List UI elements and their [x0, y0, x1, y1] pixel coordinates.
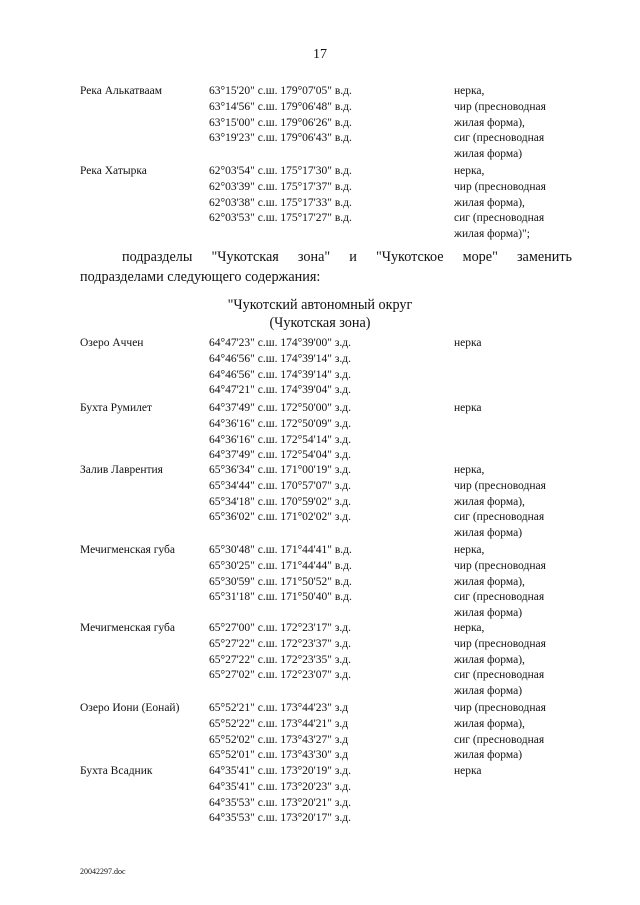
- species-line: чир (пресноводная: [454, 180, 546, 193]
- coordinate-line: 65°52'22" с.ш. 173°44'21" з.д: [209, 717, 349, 730]
- water-body-name: Бухта Всадник: [80, 765, 153, 777]
- species-line: жилая форма),: [454, 495, 525, 508]
- coordinate-line: 64°36'16" с.ш. 172°50'09" з.д.: [209, 417, 351, 430]
- species-line: чир (пресноводная: [454, 100, 546, 113]
- coordinate-line: 64°36'16" с.ш. 172°54'14" з.д.: [209, 433, 351, 446]
- coordinate-line: 64°46'56" с.ш. 174°39'14" з.д.: [209, 368, 351, 381]
- document-filename-footer: 20042297.doc: [80, 867, 126, 876]
- coordinate-line: 65°52'01" с.ш. 173°43'30" з.д: [209, 749, 349, 762]
- coordinates-list: [209, 543, 352, 606]
- coordinates-list: [209, 164, 352, 227]
- species-line: сиг (пресноводная: [454, 212, 545, 225]
- water-body-name: Озеро Иони (Еонай): [80, 702, 180, 714]
- coordinate-line: 65°52'02" с.ш. 173°43'27" з.д: [209, 733, 349, 746]
- fish-species-list: [454, 463, 546, 542]
- coordinate-line: 65°36'34" с.ш. 171°00'19" з.д.: [209, 464, 351, 476]
- water-body-name: Озеро Аччен: [80, 337, 144, 349]
- amendment-paragraph-line2: подразделами следующего содержания:: [80, 269, 321, 285]
- coordinate-line: 62°03'39" с.ш. 175°17'37" в.д.: [209, 180, 352, 193]
- coordinates-list: [209, 463, 351, 526]
- water-body-name: Мечигменская губа: [80, 622, 175, 634]
- coordinate-line: 65°27'02" с.ш. 172°23'07" з.д.: [209, 669, 351, 682]
- fish-species-list: [454, 621, 546, 700]
- coordinate-line: 64°35'41" с.ш. 173°20'23" з.д.: [209, 780, 351, 793]
- water-body-name: Залив Лаврентия: [80, 464, 163, 476]
- species-line: чир (пресноводная: [454, 559, 546, 572]
- paragraph-word: зона": [297, 249, 331, 265]
- coordinates-list: [209, 701, 348, 764]
- species-line: жилая форма),: [454, 116, 525, 129]
- coordinate-line: 65°34'18" с.ш. 170°59'02" з.д.: [209, 495, 351, 508]
- coordinates-list: [209, 84, 352, 147]
- section-heading: "Чукотский автономный округ: [227, 297, 413, 313]
- species-line: нерка,: [454, 544, 485, 556]
- species-line: нерка,: [454, 165, 485, 177]
- paragraph-word: заменить: [516, 249, 572, 265]
- paragraph-word: "Чукотское: [375, 249, 444, 265]
- species-line: нерка: [454, 765, 482, 777]
- paragraph-word: "Чукотская: [211, 249, 279, 265]
- water-body-name: Река Хатырка: [80, 165, 147, 177]
- fish-species-list: [454, 84, 546, 163]
- paragraph-word: море": [462, 249, 498, 265]
- species-line: чир (пресноводная: [454, 479, 546, 492]
- species-line: чир (пресноводная: [454, 702, 546, 714]
- coordinate-line: 64°47'21" с.ш. 174°39'04" з.д.: [209, 384, 351, 397]
- species-line: жилая форма): [454, 685, 523, 698]
- species-line: жилая форма): [454, 607, 523, 620]
- species-line: жилая форма): [454, 148, 523, 161]
- coordinate-line: 65°31'18" с.ш. 171°50'40" в.д.: [209, 591, 352, 604]
- coordinates-list: [209, 336, 351, 399]
- paragraph-word: подразделы: [122, 249, 193, 265]
- coordinate-line: 64°35'53" с.ш. 173°20'17" з.д.: [209, 812, 351, 825]
- coordinate-line: 65°36'02" с.ш. 171°02'02" з.д.: [209, 511, 351, 524]
- coordinate-line: 63°15'20" с.ш. 179°07'05" в.д.: [209, 85, 352, 97]
- coordinate-line: 65°30'59" с.ш. 171°50'52" в.д.: [209, 575, 352, 588]
- species-line: сиг (пресноводная: [454, 132, 545, 145]
- coordinates-list: [209, 401, 351, 464]
- species-line: нерка,: [454, 464, 485, 476]
- fish-species-list: [454, 764, 482, 780]
- species-line: нерка: [454, 337, 482, 349]
- species-line: жилая форма),: [454, 653, 525, 666]
- coordinate-line: 64°46'56" с.ш. 174°39'14" з.д.: [209, 352, 351, 365]
- coordinate-line: 63°14'56" с.ш. 179°06'48" в.д.: [209, 100, 352, 113]
- coordinates-list: [209, 764, 351, 827]
- species-line: сиг (пресноводная: [454, 511, 545, 524]
- coordinate-line: 65°27'22" с.ш. 172°23'37" з.д.: [209, 637, 351, 650]
- species-line: жилая форма),: [454, 575, 525, 588]
- fish-species-list: [454, 164, 546, 243]
- coordinate-line: 65°30'48" с.ш. 171°44'41" в.д.: [209, 544, 352, 556]
- coordinate-line: 63°19'23" с.ш. 179°06'43" в.д.: [209, 132, 352, 145]
- fish-species-list: [454, 543, 546, 622]
- coordinate-line: 65°27'00" с.ш. 172°23'17" з.д.: [209, 622, 351, 634]
- water-body-name: Бухта Румилет: [80, 402, 152, 414]
- species-line: жилая форма),: [454, 196, 525, 209]
- coordinate-line: 62°03'54" с.ш. 175°17'30" в.д.: [209, 165, 352, 177]
- coordinate-line: 65°34'44" с.ш. 170°57'07" з.д.: [209, 479, 351, 492]
- fish-species-list: [454, 701, 546, 764]
- species-line: жилая форма): [454, 749, 523, 762]
- species-line: сиг (пресноводная: [454, 591, 545, 604]
- section-subheading: (Чукотская зона): [269, 315, 371, 331]
- paragraph-word: и: [349, 249, 357, 265]
- species-line: нерка,: [454, 622, 485, 634]
- species-line: нерка,: [454, 85, 485, 97]
- fish-species-list: [454, 336, 482, 352]
- water-body-name: Мечигменская губа: [80, 544, 175, 556]
- coordinate-line: 64°37'49" с.ш. 172°54'04" з.д.: [209, 449, 351, 462]
- amendment-paragraph-line1: [80, 248, 572, 267]
- species-line: чир (пресноводная: [454, 637, 546, 650]
- coordinate-line: 64°47'23" с.ш. 174°39'00" з.д.: [209, 337, 351, 349]
- coordinate-line: 65°52'21" с.ш. 173°44'23" з.д: [209, 702, 349, 714]
- coordinate-line: 63°15'00" с.ш. 179°06'26" в.д.: [209, 116, 352, 129]
- coordinate-line: 62°03'53" с.ш. 175°17'27" в.д.: [209, 212, 352, 225]
- species-line: жилая форма): [454, 527, 523, 540]
- coordinate-line: 62°03'38" с.ш. 175°17'33" в.д.: [209, 196, 352, 209]
- coordinate-line: 65°27'22" с.ш. 172°23'35" з.д.: [209, 653, 351, 666]
- coordinates-list: [209, 621, 351, 684]
- coordinate-line: 64°37'49" с.ш. 172°50'00" з.д.: [209, 402, 351, 414]
- fish-species-list: [454, 401, 482, 417]
- page-number: 17: [313, 47, 327, 62]
- species-line: жилая форма)";: [454, 228, 530, 241]
- coordinate-line: 64°35'53" с.ш. 173°20'21" з.д.: [209, 796, 351, 809]
- coordinate-line: 65°30'25" с.ш. 171°44'44" в.д.: [209, 559, 352, 572]
- species-line: сиг (пресноводная: [454, 669, 545, 682]
- species-line: сиг (пресноводная: [454, 733, 545, 746]
- water-body-name: Река Алькатваам: [80, 85, 163, 97]
- species-line: нерка: [454, 402, 482, 414]
- coordinate-line: 64°35'41" с.ш. 173°20'19" з.д.: [209, 765, 351, 777]
- species-line: жилая форма),: [454, 717, 525, 730]
